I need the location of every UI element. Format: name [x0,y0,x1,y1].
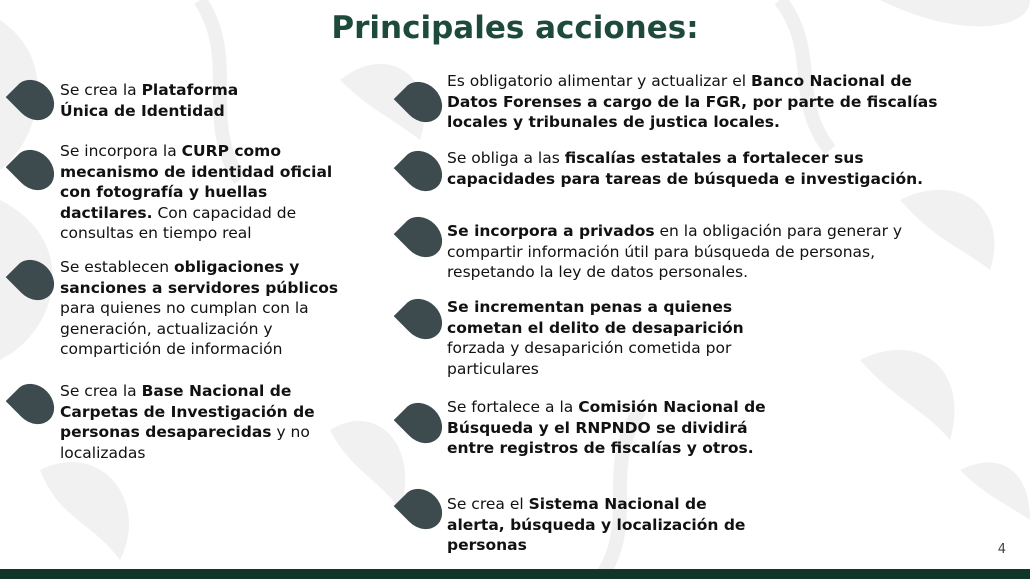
footer-bar [0,569,1030,579]
item-text: Es obligatorio alimentar y actualizar el Banco Nacional de Datos Forenses a cargo de la FGR, por parte de fiscalías locales y tribunales de justica locales. [447,72,938,131]
item-text: Se crea la Base Nacional de Carpetas de Investigación de personas desaparecidas y no localizadas [60,382,315,462]
item-text: Se obliga a las fiscalías estatales a fortalecer sus capacidades para tareas de búsqueda e investigación. [447,149,924,188]
item-text: Se incorpora a privados en la obligación para generar y compartir información útil para búsqueda de personas, respetando la ley de datos personales. [447,222,903,281]
item-text: Se incorpora la CURP como mecanismo de identidad oficial con fotografía y huellas dactilares. Con capacidad de consultas en tiempo real [60,142,333,242]
page-title: Principales acciones: [331,10,699,46]
item-text: Se incrementan penas a quienes cometan el delito de desaparición forzada y desaparición cometida por particulares [447,298,744,378]
item-text: Se crea el Sistema Nacional de alerta, búsqueda y localización de personas [447,495,746,554]
item-text: Se fortalece a la Comisión Nacional de Búsqueda y el RNPNDO se dividirá entre registros de fiscalías y otros. [447,398,766,457]
item-text: Se crea la Plataforma Única de Identidad [60,81,239,120]
page-number: 4 [997,542,1006,557]
item-text: Se establecen obligaciones y sanciones a servidores públicos para quienes no cumplan con la generación, actualización y compartición de información [60,258,339,358]
